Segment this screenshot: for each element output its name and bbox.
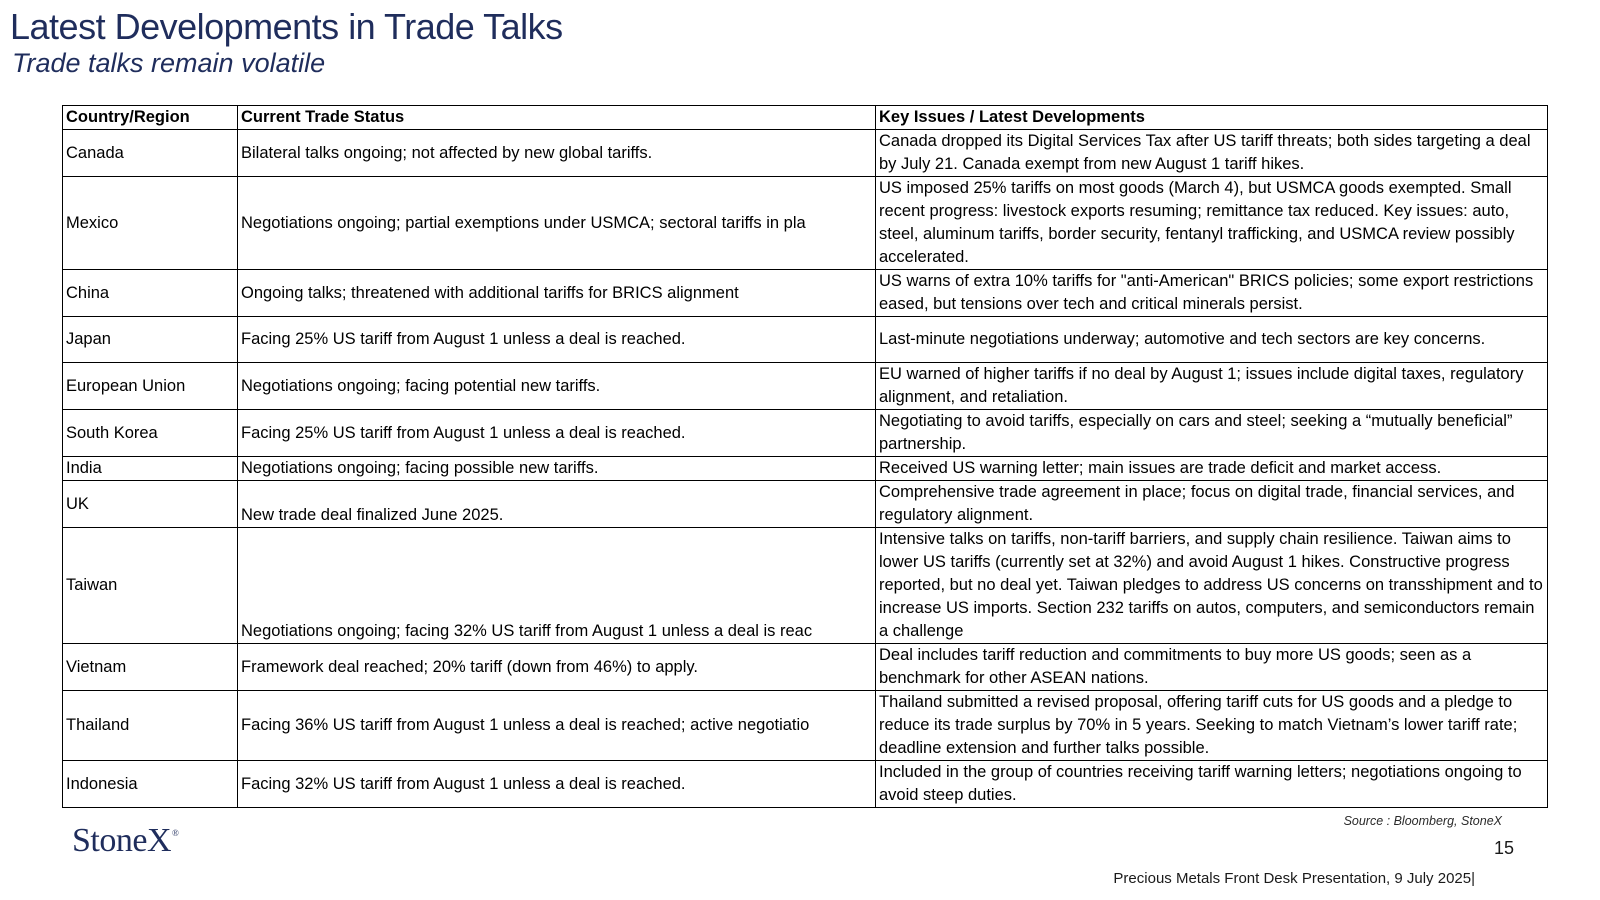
table-row xyxy=(63,130,1548,177)
trade-talks-table xyxy=(62,105,1548,808)
table-row xyxy=(63,644,1548,691)
country-cell: Thailand xyxy=(63,691,238,761)
status-cell: Negotiations ongoing; facing potential new tariffs. xyxy=(238,363,876,410)
issues-cell: Received US warning letter; main issues are trade deficit and market access. xyxy=(876,457,1548,481)
stonex-logo xyxy=(72,822,178,860)
status-cell: Negotiations ongoing; facing 32% US tariff from August 1 unless a deal is reac xyxy=(238,528,876,644)
issues-cell: Thailand submitted a revised proposal, offering tariff cuts for US goods and a pledge to reduce its trade surplus by 70% in 5 years. Seeking to match Vietnam’s lower tariff rate; deadline extension and further talks possible. xyxy=(876,691,1548,761)
issues-cell: Canada dropped its Digital Services Tax after US tariff threats; both sides targeting a deal by July 21. Canada exempt from new August 1 tariff hikes. xyxy=(876,130,1548,177)
source-note: Source : Bloomberg, StoneX xyxy=(1343,814,1502,828)
country-cell: Indonesia xyxy=(63,761,238,808)
country-cell: Japan xyxy=(63,317,238,363)
logo-text: StoneX xyxy=(72,822,171,859)
status-cell: Negotiations ongoing; partial exemptions under USMCA; sectoral tariffs in pla xyxy=(238,177,876,270)
table-header-row xyxy=(63,106,1548,130)
issues-cell: EU warned of higher tariffs if no deal by August 1; issues include digital taxes, regulatory alignment, and retaliation. xyxy=(876,363,1548,410)
table-row xyxy=(63,317,1548,363)
country-cell: South Korea xyxy=(63,410,238,457)
table-row xyxy=(63,528,1548,644)
table-row xyxy=(63,363,1548,410)
slide-subtitle: Trade talks remain volatile xyxy=(12,48,326,78)
table-row xyxy=(63,270,1548,317)
issues-cell: Intensive talks on tariffs, non-tariff barriers, and supply chain resilience. Taiwan aims to lower US tariffs (currently set at 32%) and avoid August 1 hikes. Constructive progress reported, but no deal yet. Taiwan pledges to address US concerns on transshipment and to increase US imports. Section 232 tariffs on autos, computers, and semiconductors remain a challenge xyxy=(876,528,1548,644)
issues-cell: Comprehensive trade agreement in place; focus on digital trade, financial services, and regulatory alignment. xyxy=(876,481,1548,528)
issues-cell: US imposed 25% tariffs on most goods (March 4), but USMCA goods exempted. Small recent progress: livestock exports resuming; remittance tax reduced. Key issues: auto, steel, aluminum tariffs, border security, fentanyl trafficking, and USMCA review possibly accelerated. xyxy=(876,177,1548,270)
table-row xyxy=(63,177,1548,270)
table-row xyxy=(63,691,1548,761)
country-cell: Mexico xyxy=(63,177,238,270)
status-cell: Framework deal reached; 20% tariff (down from 46%) to apply. xyxy=(238,644,876,691)
status-cell: Ongoing talks; threatened with additional tariffs for BRICS alignment xyxy=(238,270,876,317)
country-cell: Canada xyxy=(63,130,238,177)
slide-title: Latest Developments in Trade Talks xyxy=(10,6,563,47)
header-status: Current Trade Status xyxy=(238,106,876,130)
presentation-footer: Precious Metals Front Desk Presentation, 9 July 2025| xyxy=(1113,870,1475,887)
table-row xyxy=(63,457,1548,481)
issues-cell: Deal includes tariff reduction and commitments to buy more US goods; seen as a benchmark for other ASEAN nations. xyxy=(876,644,1548,691)
issues-cell: US warns of extra 10% tariffs for "anti-American" BRICS policies; some export restrictions eased, but tensions over tech and critical minerals persist. xyxy=(876,270,1548,317)
status-cell: Facing 25% US tariff from August 1 unless a deal is reached. xyxy=(238,410,876,457)
country-cell: Vietnam xyxy=(63,644,238,691)
country-cell: China xyxy=(63,270,238,317)
page-number: 15 xyxy=(1493,838,1514,858)
status-cell: Facing 36% US tariff from August 1 unless a deal is reached; active negotiatio xyxy=(238,691,876,761)
issues-cell: Negotiating to avoid tariffs, especially on cars and steel; seeking a “mutually beneficial” partnership. xyxy=(876,410,1548,457)
header-issues: Key Issues / Latest Developments xyxy=(876,106,1548,130)
status-cell: Facing 32% US tariff from August 1 unless a deal is reached. xyxy=(238,761,876,808)
header-country: Country/Region xyxy=(63,106,238,130)
status-cell: Bilateral talks ongoing; not affected by new global tariffs. xyxy=(238,130,876,177)
table-row xyxy=(63,410,1548,457)
issues-cell: Included in the group of countries receiving tariff warning letters; negotiations ongoing to avoid steep duties. xyxy=(876,761,1548,808)
country-cell: India xyxy=(63,457,238,481)
issues-cell: Last-minute negotiations underway; automotive and tech sectors are key concerns. xyxy=(876,317,1548,363)
country-cell: European Union xyxy=(63,363,238,410)
status-cell: Negotiations ongoing; facing possible new tariffs. xyxy=(238,457,876,481)
status-cell: New trade deal finalized June 2025. xyxy=(238,481,876,528)
country-cell: Taiwan xyxy=(63,528,238,644)
country-cell: UK xyxy=(63,481,238,528)
table-row xyxy=(63,761,1548,808)
status-cell: Facing 25% US tariff from August 1 unless a deal is reached. xyxy=(238,317,876,363)
table-row xyxy=(63,481,1548,528)
logo-registered-mark: ® xyxy=(172,828,179,838)
